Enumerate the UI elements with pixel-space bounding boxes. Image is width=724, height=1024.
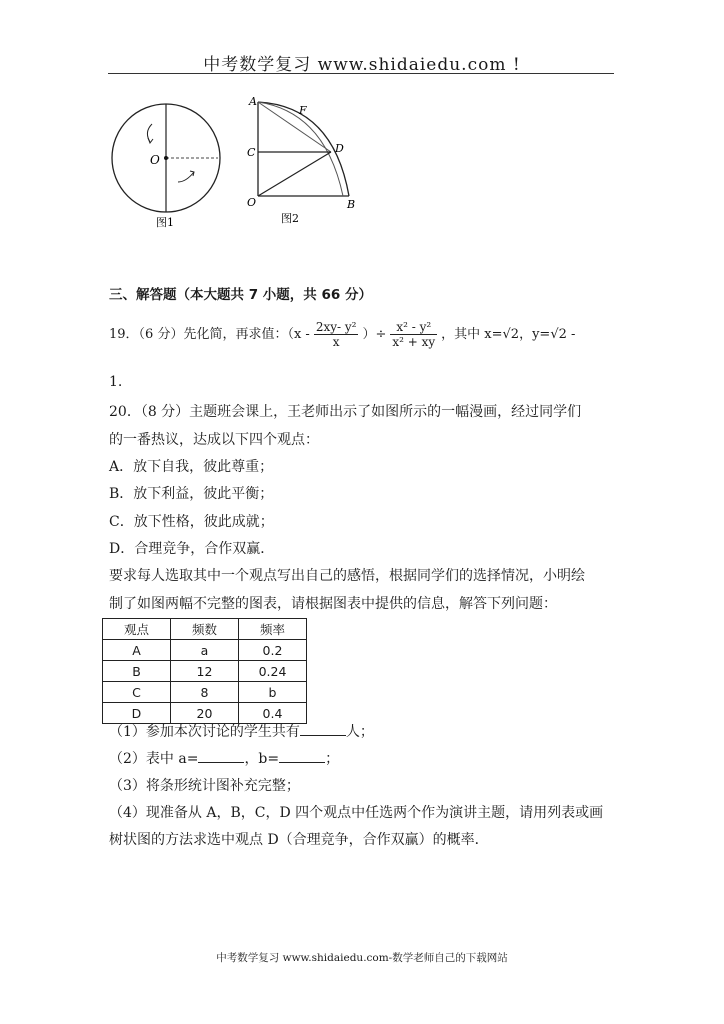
table-cell: A <box>103 640 171 661</box>
table-row <box>103 661 307 682</box>
fig1-arrow-2 <box>178 172 194 182</box>
table-cell: B <box>103 661 171 682</box>
q20-option-c: C．放下性格，彼此成就； <box>109 514 274 530</box>
fig1-arrow-1-head <box>148 138 153 143</box>
answer-blank <box>198 750 244 763</box>
table-cell: b <box>239 682 307 703</box>
q20-line-4: 制了如图两幅不完整的图表，请根据图表中提供的信息，解答下列问题： <box>109 596 557 612</box>
fig2-label-f: F <box>299 104 307 117</box>
table-header-row <box>103 619 307 640</box>
q19-frac2-den: x² + xy <box>392 335 436 349</box>
q19-fraction-1 <box>314 320 359 349</box>
table-row <box>103 682 307 703</box>
table-cell: 0.24 <box>239 661 307 682</box>
figure-1 <box>108 96 234 230</box>
q20-line-3: 要求每人选取其中一个观点写出自己的感悟，根据同学们的选择情况，小明绘 <box>109 568 585 584</box>
q19-frac1-num: 2xy- y² <box>315 320 357 334</box>
q20-line-2: 的一番热议，达成以下四个观点： <box>109 432 319 448</box>
q20-sub-2-end: ； <box>325 751 340 767</box>
q20-sub-2 <box>109 748 339 768</box>
section-title: 三、解答题（本大题共 7 小题，共 66 分） <box>109 287 372 303</box>
table-header-cell: 频数 <box>171 619 239 640</box>
q20-option-d: D．合理竞争，合作双赢． <box>109 541 275 557</box>
q20-sub-2-text: （2）表中 a= <box>109 751 199 767</box>
table-cell: D <box>103 703 171 724</box>
q19-line <box>109 320 575 349</box>
fig2-label-b: B <box>347 198 356 211</box>
frequency-table <box>102 618 307 724</box>
table-header-cell: 观点 <box>103 619 171 640</box>
q19-frac1-den: x <box>332 335 340 349</box>
q20-sub-4-line-1: （4）现准备从 A，B，C，D 四个观点中任选两个作为演讲主题，请用列表或画 <box>109 805 604 821</box>
q19-prefix: 19．（6 分）先化简，再求值：（x - <box>109 327 310 342</box>
table-row <box>103 640 307 661</box>
table-cell: 12 <box>171 661 239 682</box>
fig2-label-o: O <box>247 196 257 209</box>
fig2-line-od <box>258 152 331 196</box>
q20-sub-4-line-2: 树状图的方法求选中观点 D（合理竞争，合作双赢）的概率． <box>109 832 489 848</box>
fig2-chord-ad <box>258 102 331 152</box>
q20-sub-2-mid: ，b= <box>244 751 280 767</box>
fig1-center-dot <box>164 156 168 160</box>
q19-frac2-num: x² - y² <box>390 320 437 335</box>
fig2-caption: 图2 <box>281 212 299 225</box>
fig2-label-a: A <box>249 95 257 108</box>
table-header-cell: 频率 <box>239 619 307 640</box>
page-footer: 中考数学复习 www.shidaiedu.com-数学老师自己的下载网站 <box>216 952 508 964</box>
answer-blank <box>279 750 325 763</box>
table-cell: a <box>171 640 239 661</box>
fig2-label-d: D <box>335 142 344 155</box>
page-header: 中考数学复习 www.shidaiedu.com ! <box>203 55 521 75</box>
table-cell: 8 <box>171 682 239 703</box>
q20-option-b: B．放下利益，彼此平衡； <box>109 486 274 502</box>
q20-line-1: 20．（8 分）主题班会课上，王老师出示了如图所示的一幅漫画，经过同学们 <box>109 404 582 420</box>
q20-sub-1 <box>109 721 374 741</box>
q20-sub-3: （3）将条形统计图补充完整； <box>109 778 300 794</box>
answer-blank <box>300 723 346 736</box>
q19-fraction-2 <box>390 320 437 349</box>
table-cell: 20 <box>171 703 239 724</box>
q20-sub-1-end: 人； <box>345 724 374 740</box>
q19-mid: ）÷ <box>362 327 387 342</box>
q20-option-a: A．放下自我，彼此尊重； <box>109 459 274 475</box>
q19-continuation: 1. <box>109 374 123 390</box>
figure-2 <box>243 92 363 230</box>
fig2-label-c: C <box>247 146 256 159</box>
table-cell: C <box>103 682 171 703</box>
table-cell: 0.4 <box>239 703 307 724</box>
header-divider <box>108 73 614 74</box>
fig1-caption: 图1 <box>156 216 174 229</box>
q20-sub-1-text: （1）参加本次讨论的学生共有 <box>109 724 300 740</box>
table-cell: 0.2 <box>239 640 307 661</box>
fig1-label-o: O <box>150 153 160 167</box>
q19-suffix: ，其中 x=√2，y=√2 - <box>441 327 576 342</box>
